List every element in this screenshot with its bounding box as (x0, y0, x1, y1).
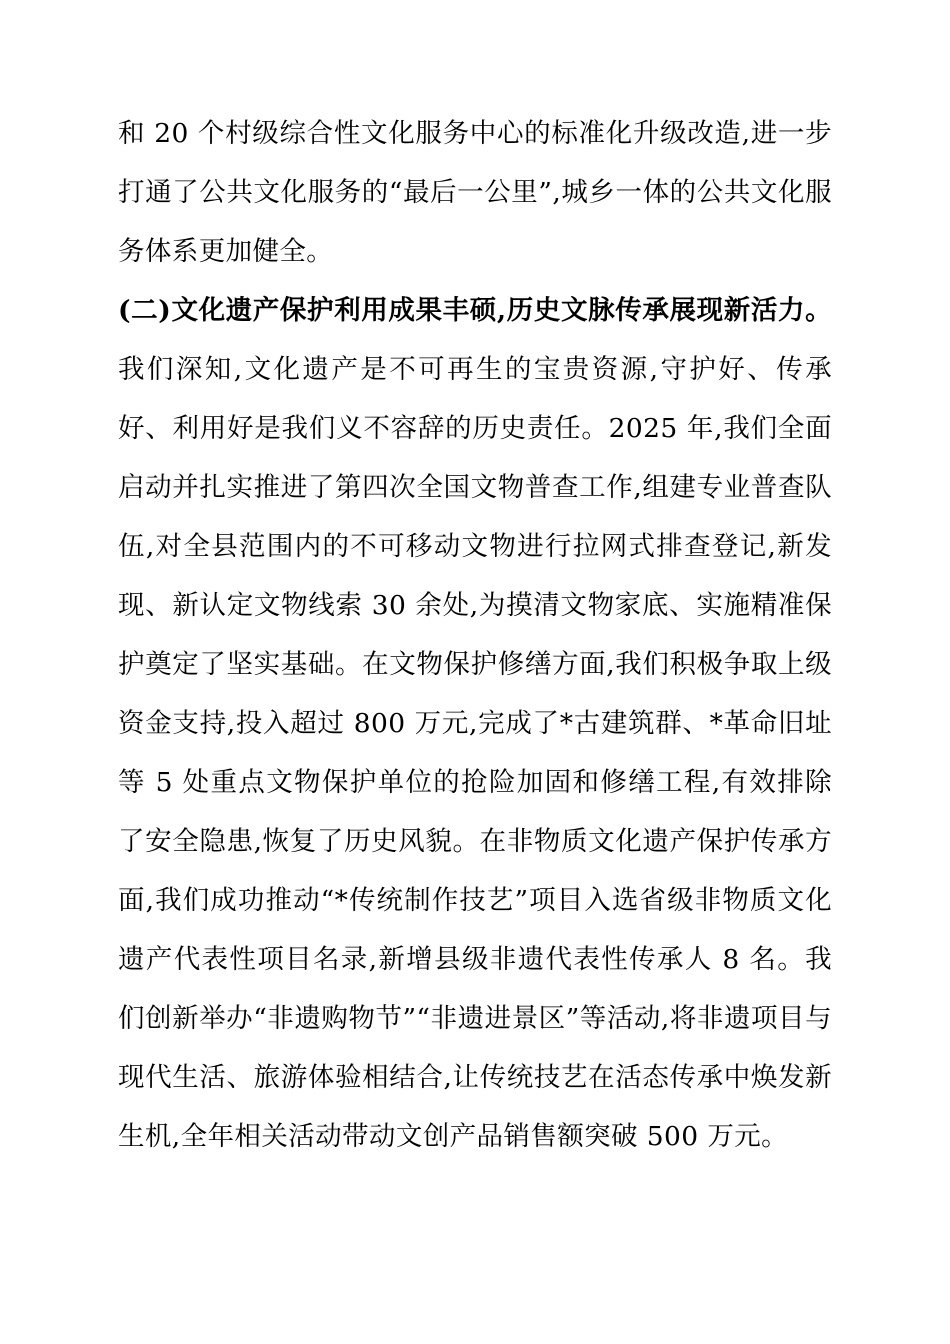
section-body-text: 我们深知,文化遗产是不可再生的宝贵资源,守护好、传承好、利用好是我们义不容辞的历史责任。2025 年,我们全面启动并扎实推进了第四次全国文物普查工作,组建专业普查队伍,对全县范围内的不可移动文物进行拉网式排查登记,新发现、新认定文物线索 30 余处,为摸清文物家底、实施精准保护奠定了坚实基础。在文物保护修缮方面,我们积极争取上级资金支持,投入超过 800 万元,完成了*古建筑群、*革命旧址等 5 处重点文物保护单位的抢险加固和修缮工程,有效排除了安全隐患,恢复了历史风貌。在非物质文化遗产保护传承方面,我们成功推动“*传统制作技艺”项目入选省级非物质文化遗产代表性项目名录,新增县级非遗代表性传承人 8 名。我们创新举办“非遗购物节”“非遗进景区”等活动,将非遗项目与现代生活、旅游体验相结合,让传统技艺在活态传承中焕发新生机,全年相关活动带动文创产品销售额突破 500 万元。 (118, 354, 832, 1152)
paragraph-section-two (118, 281, 832, 1166)
document-body (118, 104, 832, 1166)
section-heading-lead: (二)文化遗产保护利用成果丰硕,历史文脉传承展现新活力。 (118, 295, 832, 326)
paragraph-continued: 和 20 个村级综合性文化服务中心的标准化升级改造,进一步打通了公共文化服务的“最后一公里”,城乡一体的公共文化服务体系更加健全。 (118, 118, 832, 267)
